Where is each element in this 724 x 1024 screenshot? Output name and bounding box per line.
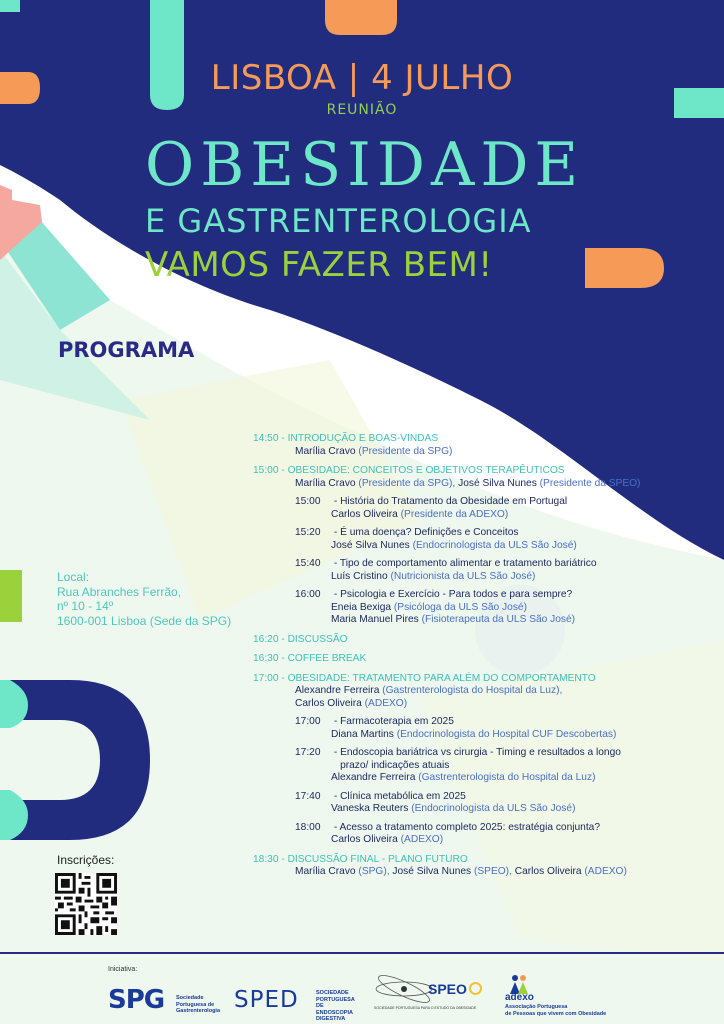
speaker-role: (Endocrinologista da ULS São José) bbox=[411, 803, 576, 814]
talk-row: 15:20 - É uma doença? Definições e Conceitos bbox=[295, 527, 519, 538]
spg-line3: Gastrenterologia bbox=[176, 1008, 221, 1014]
location-line2: nº 10 - 14º bbox=[57, 599, 114, 613]
speaker-row bbox=[253, 834, 713, 847]
speo-tagline: SOCIEDADE PORTUGUESA PARA O ESTUDO DA OBESIDADE bbox=[374, 1006, 477, 1010]
speaker-role: (Nutricionista da ULS São José) bbox=[390, 570, 536, 582]
footer-divider bbox=[0, 952, 724, 954]
speo-orbit-icon bbox=[374, 974, 434, 1004]
separator: | bbox=[347, 58, 360, 98]
registration-label: Inscrições: bbox=[57, 853, 115, 867]
speo-circle-icon bbox=[469, 982, 482, 995]
talk-title: Psicologia e Exercício - Para todos e para sempre? bbox=[340, 589, 573, 600]
session-time: 16:30 bbox=[253, 653, 279, 664]
moderators-row bbox=[253, 478, 713, 491]
section-title: PROGRAMA bbox=[58, 338, 195, 362]
location-line3: 1600-001 Lisboa (Sede da SPG) bbox=[57, 613, 232, 628]
speaker-name: Vaneska Reuters bbox=[331, 803, 409, 814]
session-time: 18:30 bbox=[253, 853, 279, 865]
talk-time: 15:40 bbox=[295, 558, 321, 569]
talk-row: 15:40 - Tipo de comportamento alimentar e tratamento bariátrico bbox=[295, 558, 597, 569]
speaker-name: Carlos Oliveira bbox=[331, 834, 398, 845]
sped-line3: DE ENDOSCOPIA bbox=[316, 1003, 353, 1016]
speaker-row bbox=[253, 772, 713, 785]
session-time: 16:20 bbox=[253, 633, 279, 645]
talk-title: Acesso a tratamento completo 2025: estratégia conjunta? bbox=[339, 821, 601, 833]
session-title: INTRODUÇÃO E BOAS-VINDAS bbox=[287, 433, 439, 444]
speaker-name: Carlos Oliveira bbox=[331, 508, 398, 520]
speaker-row bbox=[253, 602, 713, 615]
spg-logo[interactable] bbox=[108, 983, 221, 1019]
adexo-line2: de Pessoas que vivem com Obesidade bbox=[505, 1010, 607, 1017]
speaker-role: (Gastrenterologista do Hospital da Luz) bbox=[418, 772, 596, 783]
spg-subtitle bbox=[176, 995, 220, 1015]
location-label: Local: bbox=[57, 570, 90, 584]
moderators-row bbox=[253, 685, 713, 698]
session-row: 16:20 - DISCUSSÃO bbox=[253, 633, 348, 645]
talk-time: 18:00 bbox=[295, 821, 321, 833]
talk-time: 17:00 bbox=[295, 716, 321, 727]
talk-row bbox=[253, 747, 713, 772]
sped-name: SPED bbox=[234, 987, 299, 1013]
sped-logo[interactable] bbox=[234, 985, 359, 1022]
initiative-label: Iniciativa: bbox=[108, 966, 138, 973]
speaker-name: José Silva Nunes bbox=[458, 477, 537, 489]
event-type: REUNIÃO bbox=[326, 102, 398, 118]
sped-line4: DIGESTIVA bbox=[316, 1016, 346, 1022]
talk-time: 15:00 bbox=[295, 496, 321, 507]
talk-time: 17:20 bbox=[295, 747, 321, 758]
talk-title: É uma doença? Definições e Conceitos bbox=[340, 527, 519, 538]
talk-row: 16:00 - Psicologia e Exercício - Para todos e para sempre? bbox=[295, 589, 573, 600]
spg-line1: Sociedade bbox=[176, 995, 204, 1001]
title-main: OBESIDADE bbox=[145, 130, 585, 200]
speaker-row bbox=[253, 571, 713, 584]
title-sub: E GASTRENTEROLOGIA bbox=[145, 202, 532, 240]
location-line1: Rua Abranches Ferrão, bbox=[57, 584, 182, 599]
session-time: 15:00 bbox=[253, 465, 279, 476]
location-block bbox=[57, 570, 231, 628]
talk-title: História do Tratamento da Obesidade em Portugal bbox=[340, 496, 568, 507]
speaker-name: Luís Cristino bbox=[331, 570, 388, 582]
session-time: 17:00 bbox=[253, 672, 279, 684]
speaker-role: (SPEO), bbox=[473, 866, 512, 877]
speaker-name: Alexandre Ferreira bbox=[331, 772, 416, 783]
session-title: OBESIDADE: CONCEITOS E OBJETIVOS TERAPÊUTICOS bbox=[287, 465, 565, 476]
speaker-row bbox=[253, 614, 713, 627]
talk-time: 17:40 bbox=[295, 790, 321, 802]
talk-time: 15:20 bbox=[295, 527, 321, 538]
session-row: 17:00 - OBESIDADE: TRATAMENTO PARA ALÉM DO COMPORTAMENTO bbox=[253, 672, 596, 684]
talk-title: Clínica metabólica em 2025 bbox=[340, 790, 466, 802]
session-row: 16:30 - COFFEE BREAK bbox=[253, 653, 367, 664]
speaker-name: Marília Cravo bbox=[295, 866, 356, 877]
qr-code[interactable] bbox=[55, 873, 117, 935]
speaker-name: Diana Martins bbox=[331, 728, 394, 740]
adexo-line1: Associação Portuguesa bbox=[505, 1004, 568, 1010]
speaker-name: Carlos Oliveira bbox=[295, 697, 362, 709]
speaker-row bbox=[253, 540, 713, 553]
speaker-role: (Presidente da SPG) bbox=[358, 445, 453, 457]
orange-pill-right bbox=[585, 248, 664, 288]
speaker-role: (ADEXO) bbox=[364, 697, 408, 709]
adexo-logo[interactable] bbox=[505, 972, 623, 1018]
speaker-name: Maria Manuel Pires bbox=[331, 614, 419, 625]
speaker-row bbox=[253, 729, 713, 742]
talk-title: Endoscopia bariátrica vs cirurgia - Timing e resultados a longo prazo/ indicações atuais bbox=[340, 747, 621, 771]
speaker-name: Eneia Bexiga bbox=[331, 601, 392, 613]
talk-row: 17:40 - Clínica metabólica em 2025 bbox=[295, 790, 466, 802]
speaker-row bbox=[253, 446, 713, 459]
speaker-name: Marília Cravo bbox=[295, 477, 356, 489]
session-title: OBESIDADE: TRATAMENTO PARA ALÉM DO COMPORTAMENTO bbox=[287, 672, 596, 684]
speaker-name: Carlos Oliveira bbox=[514, 866, 582, 877]
speaker-name: Alexandre Ferreira bbox=[295, 685, 380, 696]
green-block bbox=[0, 570, 22, 622]
speaker-name: José Silva Nunes bbox=[331, 539, 410, 551]
speo-logo[interactable] bbox=[374, 972, 486, 1018]
talk-title: Tipo de comportamento alimentar e tratamento bariátrico bbox=[339, 558, 597, 569]
sped-line1: SOCIEDADE bbox=[316, 990, 349, 996]
speaker-role: (Gastrenterologista do Hospital da Luz), bbox=[382, 685, 563, 696]
adexo-subtitle bbox=[505, 1004, 606, 1017]
talk-row: 17:00 - Farmacoterapia em 2025 bbox=[295, 716, 454, 727]
program-list bbox=[253, 433, 713, 879]
session-title: COFFEE BREAK bbox=[287, 653, 367, 664]
speo-name: SPEO bbox=[428, 981, 467, 997]
talk-row: 18:00 - Acesso a tratamento completo 2025: estratégia conjunta? bbox=[295, 821, 601, 833]
sped-line2: PORTUGUESA bbox=[316, 996, 355, 1003]
speaker-row bbox=[253, 803, 713, 816]
talk-time: 16:00 bbox=[295, 589, 321, 600]
moderators-row bbox=[253, 866, 713, 879]
adexo-name: adexo bbox=[505, 992, 534, 1003]
session-row: 15:00 - OBESIDADE: CONCEITOS E OBJETIVOS TERAPÊUTICOS bbox=[253, 465, 565, 476]
speaker-role: (Presidente da SPEO) bbox=[539, 477, 641, 489]
talk-row: 15:00 - História do Tratamento da Obesidade em Portugal bbox=[295, 496, 568, 507]
tagline: VAMOS FAZER BEM! bbox=[145, 245, 493, 285]
event-date bbox=[0, 58, 724, 98]
talk-wrap: 17:20 - Endoscopia bariátrica vs cirurgia - Timing e resultados a longo prazo/ indicações atuais bbox=[295, 747, 713, 772]
sped-subtitle bbox=[316, 990, 359, 1023]
speaker-role: (Fisioterapeuta da ULS São José) bbox=[421, 614, 576, 625]
session-time: 14:50 bbox=[253, 433, 279, 444]
speaker-name: José Silva Nunes bbox=[392, 866, 472, 877]
speaker-role: (Presidente da ADEXO) bbox=[400, 508, 509, 520]
session-title: DISCUSSÃO bbox=[287, 633, 348, 645]
session-title: DISCUSSÃO FINAL - PLANO FUTURO bbox=[287, 853, 468, 865]
speaker-role: (Endocrinologista da ULS São José) bbox=[412, 539, 577, 551]
speaker-role: (ADEXO) bbox=[584, 866, 627, 877]
moderators-row bbox=[253, 698, 713, 711]
mint-corner bbox=[0, 0, 20, 12]
city-label: LISBOA bbox=[210, 58, 337, 98]
speaker-role: (SPG), bbox=[358, 866, 390, 877]
speaker-role: (Presidente da SPG), bbox=[358, 477, 456, 489]
session-row: 14:50 - INTRODUÇÃO E BOAS-VINDAS bbox=[253, 433, 439, 444]
date-label: 4 JULHO bbox=[371, 58, 514, 98]
session-row: 18:30 - DISCUSSÃO FINAL - PLANO FUTURO bbox=[253, 853, 468, 865]
speaker-name: Marília Cravo bbox=[295, 445, 356, 457]
speaker-role: (Psicóloga da ULS São José) bbox=[393, 601, 527, 613]
speaker-row bbox=[253, 509, 713, 522]
talk-title: Farmacoterapia em 2025 bbox=[340, 716, 454, 727]
spg-name: SPG bbox=[108, 985, 165, 1015]
spg-line2: Portuguesa de bbox=[176, 1001, 215, 1008]
orange-pill-top bbox=[325, 0, 397, 35]
speaker-role: (ADEXO) bbox=[400, 834, 444, 845]
speaker-role: (Endocrinologista do Hospital CUF Descobertas) bbox=[396, 728, 617, 740]
